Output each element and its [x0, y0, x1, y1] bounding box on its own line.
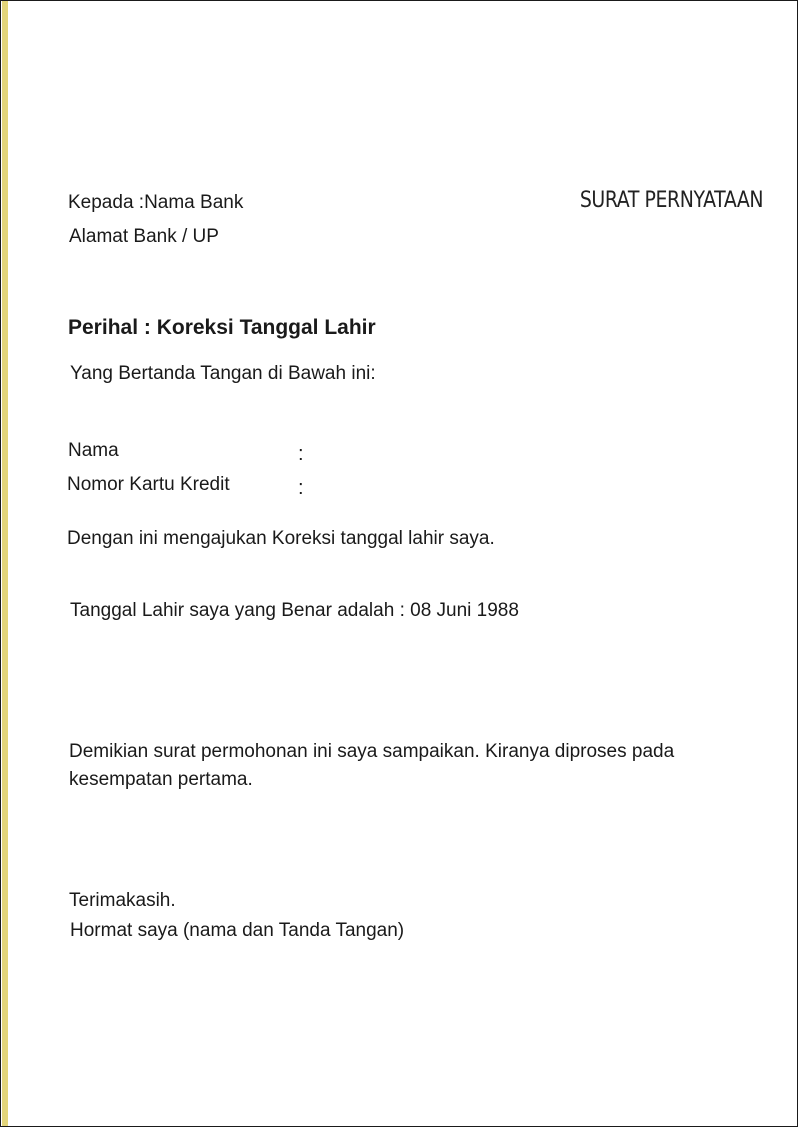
- thanks-line: Terimakasih.: [69, 890, 176, 911]
- recipient-to-line: Kepada :Nama Bank: [68, 192, 244, 213]
- field-label-nama: Nama: [68, 440, 119, 461]
- correct-birthdate-statement: Tanggal Lahir saya yang Benar adalah : 08 Juni 1988: [70, 600, 519, 621]
- closing-paragraph: Demikian surat permohonan ini saya sampaikan. Kiranya diproses pada kesempatan pertama.: [69, 741, 675, 790]
- recipient-address-line: Alamat Bank / UP: [69, 226, 219, 247]
- intro-line: Yang Bertanda Tangan di Bawah ini:: [70, 363, 376, 384]
- request-statement: Dengan ini mengajukan Koreksi tanggal lahir saya.: [67, 528, 495, 549]
- yellow-accent-bar: [2, 1, 8, 1126]
- field-label-nomor-kartu-kredit: Nomor Kartu Kredit: [67, 474, 230, 495]
- subject-heading: Perihal : Koreksi Tanggal Lahir: [68, 316, 376, 339]
- signature-line: Hormat saya (nama dan Tanda Tangan): [70, 920, 405, 941]
- document-title: SURAT PERNYATAAN: [579, 188, 763, 213]
- field-separator-nomor-kartu-kredit: :: [298, 477, 304, 499]
- field-separator-nama: :: [298, 443, 304, 465]
